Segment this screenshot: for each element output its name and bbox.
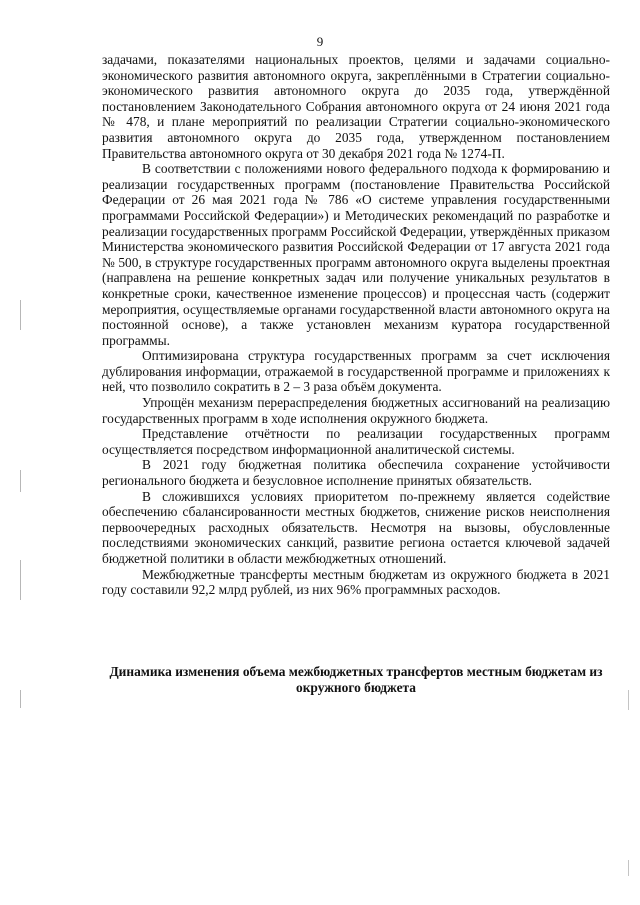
scan-mark-left-1 — [20, 300, 21, 330]
paragraph-3: Оптимизирована структура государственных программ за счет исключения дублирования информации, отражаемой в государственной программе и приложениях к ней, что позволило сократить в 2 – 3 раза объём документа. — [102, 348, 610, 395]
body-text — [102, 52, 610, 598]
scan-mark-right-2 — [628, 860, 629, 876]
paragraph-6: В 2021 году бюджетная политика обеспечила сохранение устойчивости регионального бюджета и безусловное исполнение принятых обязательств. — [102, 457, 610, 489]
paragraph-4: Упрощён механизм перераспределения бюджетных ассигнований на реализацию государственных программ в ходе исполнения окружного бюджета. — [102, 395, 610, 426]
paragraph-8: Межбюджетные трансферты местным бюджетам из окружного бюджета в 2021 году составили 92,2 млрд рублей, из них 96% программных расходов. — [102, 566, 610, 598]
scan-mark-left-4 — [20, 690, 21, 708]
paragraph-7: В сложившихся условиях приоритетом по-прежнему является содействие обеспечению сбалансированности местных бюджетов, снижение рисков неисполнения первоочередных расходных обязательств. Несмотря на вызовы, обусловленные последствиями экономических санкций, развитие региона остается ключевой задачей бюджетной политики в области межбюджетных отношений. — [102, 488, 610, 566]
scan-mark-right-1 — [628, 690, 629, 710]
paragraph-1: задачами, показателями национальных проектов, целями и задачами социально-экономического развития автономного округа, закреплёнными в Стратегии социально-экономического развития автономного округа до 2035 года, утверждённой постановлением Законодательного Собрания автономного округа от 24 июня 2021 года № 478, и плане мероприятий по реализации Стратегии социально-экономического развития автономного округа до 2035 года, утвержденном постановлением Правительства автономного округа от 30 декабря 2021 года № 1274-П. — [102, 52, 610, 161]
section-title: Динамика изменения объема межбюджетных трансфертов местным бюджетам из окружного бюджета — [109, 664, 603, 695]
paragraph-2: В соответствии с положениями нового федерального подхода к формированию и реализации государственных программ (постановление Правительства Российской Федерации от 26 мая 2021 года № 786 «О системе управления государственными программами Российской Федерации») и Методических рекомендаций по разработке и реализации государственных программ Российской Федерации, утверждённых приказом Министерства экономического развития Российской Федерации от 17 августа 2021 года № 500, в структуре государственных программ автономного округа выделены проектная (направлена на решение конкретных задач или получение уникальных результатов в конкретные сроки, качественное изменение процессов) и процессная часть (содержит мероприятия, осуществляемые органами государственной власти автономного округа на постоянной основе), а также установлен механизм куратора государственной программы. — [102, 161, 610, 348]
scan-mark-left-2 — [20, 470, 21, 492]
paragraph-5: Представление отчётности по реализации государственных программ осуществляется посредством информационной аналитической системы. — [102, 426, 610, 457]
page-number: 9 — [316, 34, 324, 49]
scan-mark-left-3 — [20, 560, 21, 600]
